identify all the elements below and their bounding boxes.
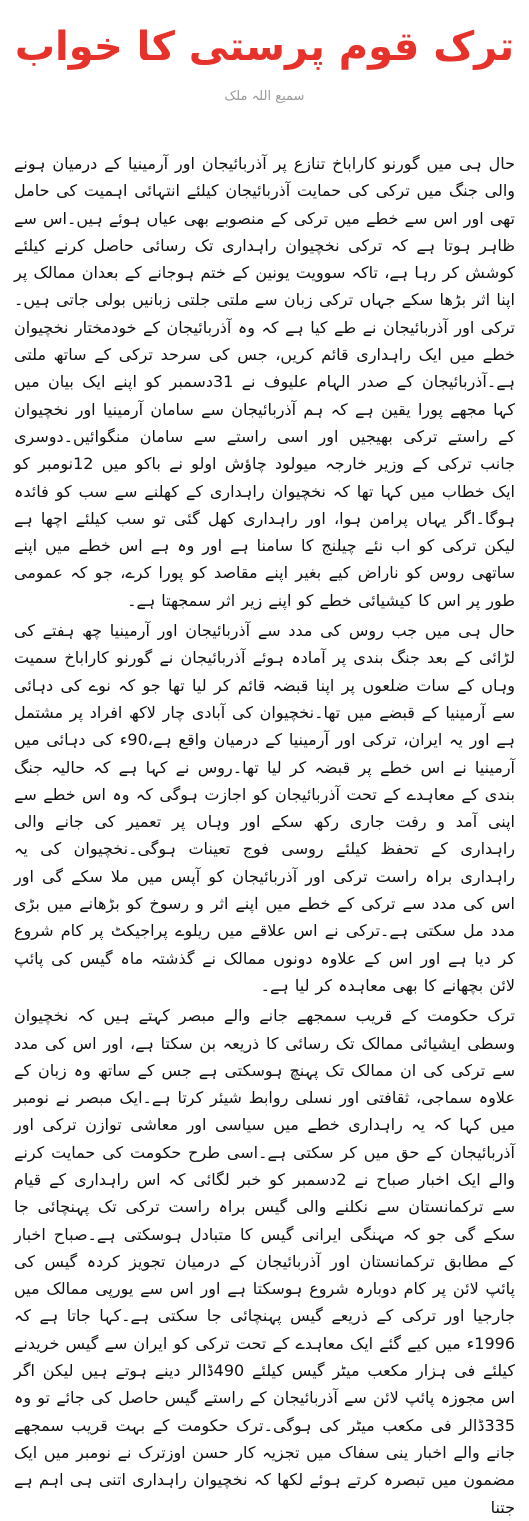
paragraph-2: حال ہی میں جب روس کی مدد سے آذربائیجان اور آرمینیا چھ ہفتے کی لڑائی کے بعد جنگ بندی پر آمادہ ہوئے آذربائیجان نے گورنو کاراباخ سمیت وہاں کے سات ضلعوں پر اپنا قبضہ قائم کر لیا تھا جو کہ نوے کی دہائی سے آرمینیا کے قبضے میں تھا۔نخچیوان کی آبادی چار لاکھ افراد پر مشتمل ہے اور یہ ایران، ترکی اور آرمینیا کے درمیان واقع ہے،90ء کی دہائی میں آرمینیا نے اس خطے پر قبضہ کر لیا تھا۔روس نے کہا ہے کہ حالیہ جنگ بندی کے معاہدے کے تحت آذربائیجان کو اجازت ہوگی کہ وہ اس خطے سے اپنی آمد و رفت جاری رکھ سکے اور وہاں پر تعمیر کی جانے والی راہداری کے تحفظ کیلئے روسی فوج تعینات ہوگی۔نخچیوان کی یہ راہداری براہ راست ترکی اور آذربائیجان کو آپس میں ملا سکے گی اور اس کی مدد سے ترکی کے خطے میں اپنے اثر و رسوخ کو بڑھانے میں بڑی مدد مل سکتی ہے۔ترکی نے اس علاقے میں ریلوے پراجیکٹ پر کام شروع کر دیا ہے اور اس کے علاوہ دونوں ممالک نے گذشتہ ماہ گیس کی پائپ لائن بچھانے کا بھی معاہدہ کر لیا ہے۔	[14, 621, 515, 995]
paragraph-3: ترک حکومت کے قریب سمجھے جانے والے مبصر کہتے ہیں کہ نخچیوان وسطی ایشیائی ممالک تک رسائی کا ذریعہ بن سکتا ہے، اور اس کی مدد سے ترکی کی ان ممالک تک پہنچ ہوسکتی ہے جس کے ساتھ وہ زبان کے علاوہ سماجی، ثقافتی اور نسلی روابط شیئر کرتا ہے۔ایک مبصر نے نومبر میں کہا کہ یہ راہداری خطے میں سیاسی اور معاشی توازن ترکی اور آذربائیجان کے حق میں کر سکتی ہے۔اسی طرح حکومت کی حمایت کرنے والے ایک اخبار صباح نے 2دسمبر کو خبر لگائی کہ اس راہداری کے قیام سے ترکمانستان سے نکلنے والی گیس براہ راست ترکی تک پہنچائی جا سکے گی جو کہ مہنگی ایرانی گیس کا متبادل ہوسکتی ہے۔صباح اخبار کے مطابق ترکمانستان اور آذربائیجان کے درمیان تجویز کردہ گیس کی پائپ لائن پر کام دوبارہ شروع ہوسکتا ہے اور اس سے یورپی ممالک میں جارجیا اور ترکی کے ذریعے گیس پہنچائی جا سکتی ہے۔کہا جاتا ہے کہ 1996ء میں کیے گئے ایک معاہدے کے تحت ترکی کو ایران سے گیس خریدنے کیلئے فی ہزار مکعب میٹر گیس کیلئے 490ڈالر دینے ہوتے ہیں لیکن اگر اس مجوزہ پائپ لائن سے آذربائیجان کے راستے گیس حاصل کی جائے تو وہ 335ڈالر فی مکعب میٹر کی ہوگی۔ترک حکومت کے بہت قریب سمجھے جانے والے اخبار ینی سفاک میں تجزیہ کار حسن اوزترک نے نومبر میں ایک مضمون میں تبصرہ کرتے ہوئے لکھا کہ نخچیوان راہداری اتنی ہی اہم ہے جتنا	[14, 1006, 516, 1517]
author-byline: سمیع اللہ ملک	[224, 89, 305, 104]
paragraph-1: حال ہی میں گورنو کاراباخ تنازع پر آذربائیجان اور آرمینیا کے درمیان ہونے والی جنگ میں ترکی کی حمایت آذربائیجان کیلئے انتہائی اہمیت کی حامل تھی اور اس سے خطے میں ترکی کے منصوبے بھی عیاں ہوئے ہیں۔اس سے ظاہر ہوتا ہے کہ ترکی نخچیوان راہداری تک رسائی حاصل کرنے کیلئے کوشش کر رہا ہے، تاکہ سوویت یونین کے ختم ہوجانے کے بعدان ممالک پر اپنا اثر بڑھا سکے جہاں ترکی زبان سے ملتی جلتی زبانیں بولی جاتی ہیں۔ترکی اور آذربائیجان نے طے کیا ہے کہ وہ آذربائیجان کے خودمختار نخچیوان خطے میں ایک راہداری قائم کریں، جس کی سرحد ترکی کے ساتھ ملتی ہے۔آذربائیجان کے صدر الہام علیوف نے 31دسمبر کو اپنے ایک بیان میں کہا مجھے پورا یقین ہے کہ ہم آذربائیجان سے سامان آرمینیا اور نخچیوان کے راستے ترکی بھیجیں اور اسی راستے سے سامان منگوائیں۔دوسری جانب ترکی کے وزیر خارجہ میولود چاؤش اولو نے باکو میں 12نومبر کو ایک خطاب میں کہا تھا کہ نخچیوان راہداری کے کھلنے سے سب کو فائدہ ہوگا۔اگر یہاں پرامن ہوا، اور راہداری کھل گئی تو سب کیلئے اچھا ہے لیکن ترکی کو اب نئے چیلنج کا سامنا ہے اور وہ ہے اس خطے میں اپنے ساتھی روس کو ناراض کیے بغیر اپنے مقاصد کو پورا کرے، جو کہ عمومی طور پر اس کا کیشیائی خطے کو اپنے زیر اثر سمجھتا ہے۔	[14, 154, 516, 610]
article-title: ترک قوم پرستی کا خواب	[14, 24, 515, 70]
article-body	[14, 150, 515, 1521]
